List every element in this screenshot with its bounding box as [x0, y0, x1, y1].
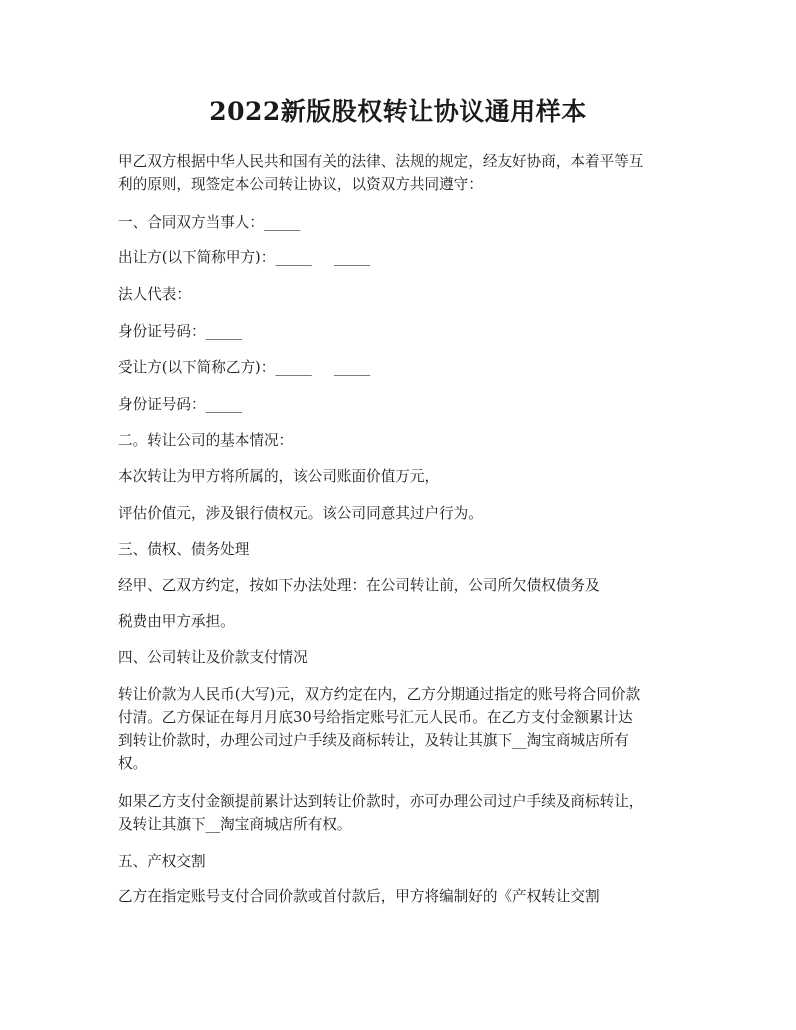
- section-5-heading: 五、产权交割: [118, 853, 206, 870]
- transferee-blank-2: _____: [333, 359, 371, 376]
- section-4-para-2-line-1: 如果乙方支付金额提前累计达到转让价款时，亦可办理公司过户手续及商标转让，: [118, 793, 644, 810]
- transferee-line: [118, 356, 370, 380]
- id-number-2: 身份证号码：_____: [118, 396, 243, 413]
- section-4-para-1-line-1: 转让价款为人民币(大写)元，双方约定在内，乙方分期通过指定的账号将合同价款: [118, 686, 641, 703]
- section-5-line-1: 乙方在指定账号支付合同价款或首付款后，甲方将编制好的《产权转让交割: [118, 888, 600, 905]
- section-2-line-2: 评估价值元，涉及银行债权元。该公司同意其过户行为。: [118, 505, 483, 522]
- section-4-para-1-line-4: 权。: [118, 755, 148, 772]
- section-3-heading: 三、债权、债务处理: [118, 541, 250, 558]
- section-1-heading: 一、合同双方当事人：_____: [118, 214, 301, 231]
- intro-line-1: 甲乙双方根据中华人民共和国有关的法律、法规的规定，经友好协商，本着平等互: [118, 153, 644, 170]
- section-3-line-2: 税费由甲方承担。: [118, 613, 235, 630]
- section-3-line-1: 经甲、乙双方约定，按如下办法处理：在公司转让前，公司所欠债权债务及: [118, 577, 600, 594]
- section-4-para-1-line-2: 付清。乙方保证在每月月底30号给指定账号汇元人民币。在乙方支付金额累计达: [118, 709, 633, 726]
- section-2-line-1: 本次转让为甲方将所属的，该公司账面价值万元，: [118, 468, 440, 485]
- document-title: 2022新版股权转让协议通用样本: [209, 97, 587, 126]
- section-4-heading: 四、公司转让及价款支付情况: [118, 649, 308, 666]
- section-2-heading: 二。转让公司的基本情况：: [118, 432, 294, 449]
- legal-representative: 法人代表：: [118, 286, 191, 303]
- transferor-line: [118, 246, 370, 270]
- section-4-para-1-line-3: 到转让价款时，办理公司过户手续及商标转让，及转让其旗下__淘宝商城店所有: [118, 732, 629, 749]
- transferor-label: 出让方(以下简称甲方)：_____: [118, 249, 312, 266]
- transferor-blank-2: _____: [333, 249, 371, 266]
- transferee-label: 受让方(以下简称乙方)：_____: [118, 359, 312, 376]
- id-number-1: 身份证号码：_____: [118, 323, 243, 340]
- section-4-para-2-line-2: 及转让其旗下__淘宝商城店所有权。: [118, 816, 352, 833]
- intro-line-2: 利的原则，现签定本公司转让协议，以资双方共同遵守：: [118, 176, 483, 193]
